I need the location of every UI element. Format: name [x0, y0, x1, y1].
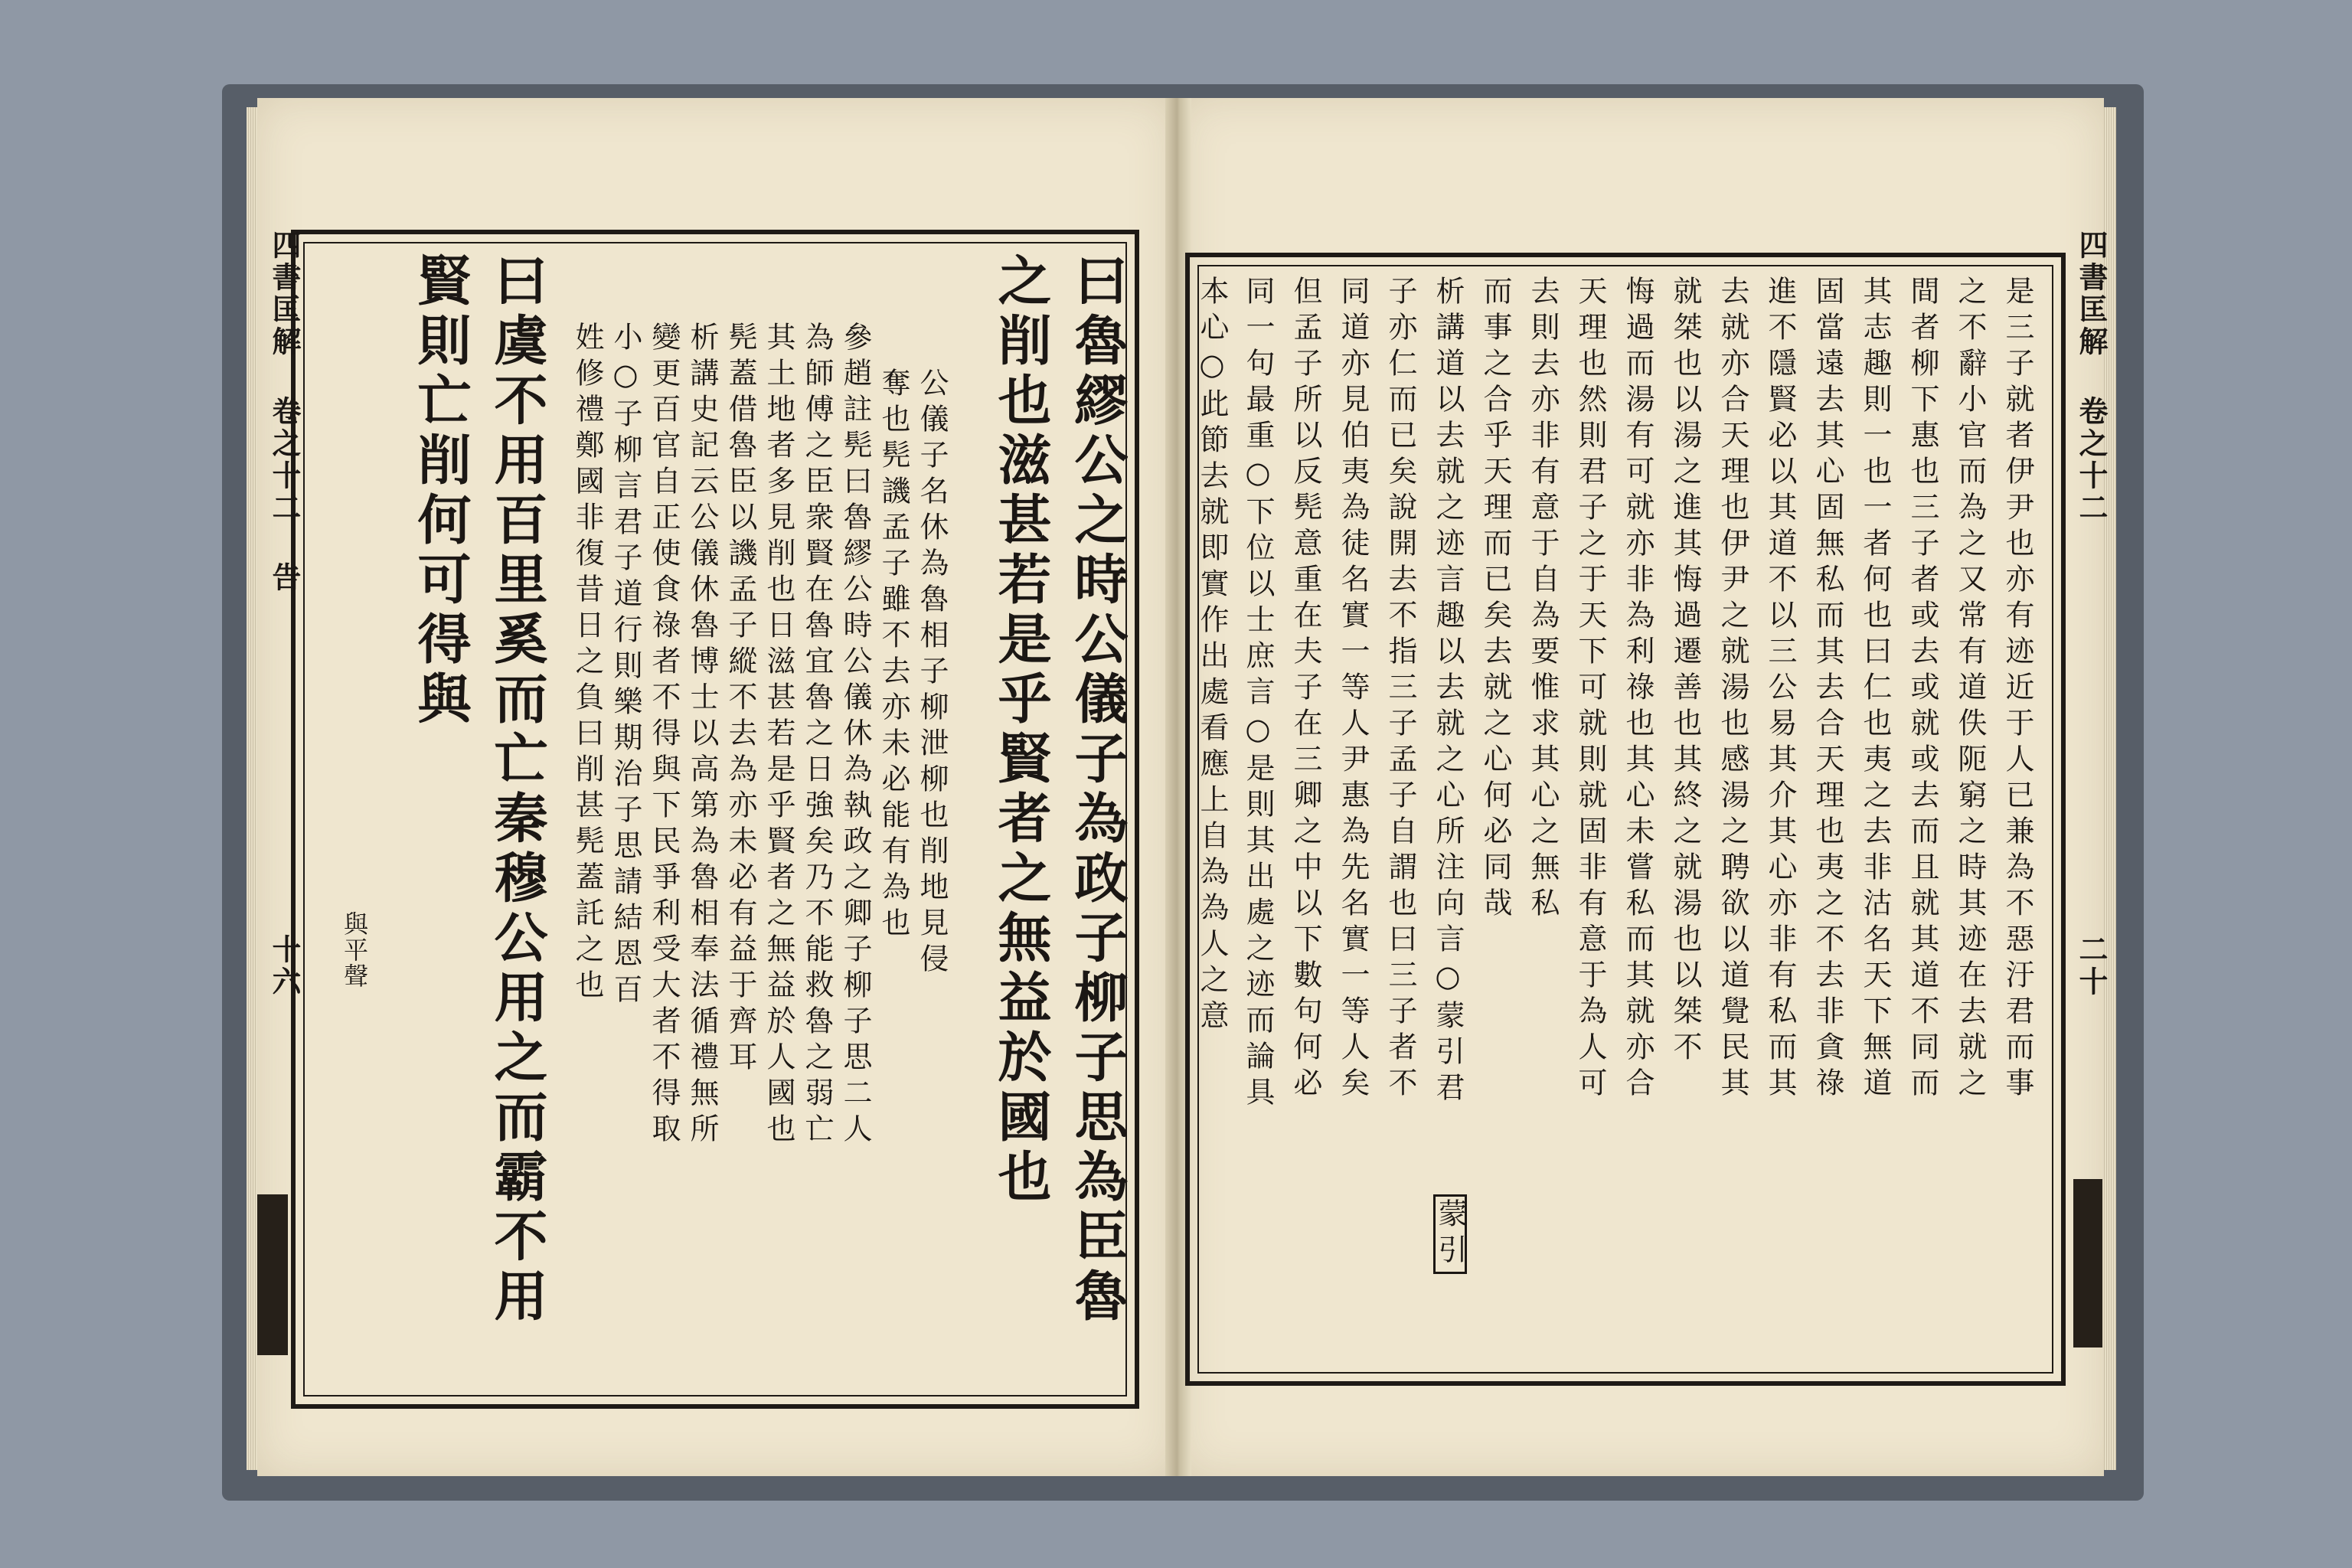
main-text-col-1: 曰魯繆公之時公儀子為政子柳子思為臣魯 — [1066, 253, 1129, 1328]
commentary-col-10: 姓修禮鄭國非復昔日之負曰削甚髡蓋託之也 — [570, 322, 604, 1005]
commentary-col-5: 其土地者多見削也日滋甚若是乎賢者之無益於人國也 — [762, 322, 795, 1149]
left-margin-folio: 十六 — [267, 934, 302, 998]
commentary-col-6: 髡蓋借魯臣以譏孟子縱不去為亦未必有益于齊耳 — [724, 322, 757, 1077]
right-commentary-col-11: 去則去亦非有意于自為要惟求其心之無私 — [1526, 276, 1560, 923]
right-commentary-col-9: 悔過而湯有可就亦非為利祿也其心未嘗私而其就亦合 — [1621, 276, 1655, 1103]
right-commentary-col-6: 進不隱賢必以其道不以三公易其介其心亦非有私而其 — [1763, 276, 1797, 1103]
right-commentary-col-10: 天理也然則君子之于天下可就則就固非有意于為人可 — [1573, 276, 1607, 1103]
left-margin-title: 四書匡解 卷之十二 告 — [267, 230, 302, 594]
right-commentary-col-16: 但孟子所以反髡意重在夫子在三卿之中以下數句何必 — [1289, 276, 1322, 1103]
reading-note: 與平聲 — [340, 911, 369, 989]
commentary-col-9: 小○子柳言君子道行則樂期治子思請結恩百 — [609, 322, 642, 1010]
right-margin-fishtail — [2073, 1179, 2102, 1348]
main-text-col-2: 之削也滋甚若是乎賢者之無益於國也 — [989, 253, 1053, 1208]
right-margin-title: 四書匡解 卷之十二 — [2074, 230, 2109, 524]
right-commentary-col-5: 固當遠去其心固無私而其去合天理也夷之不去非貪祿 — [1811, 276, 1844, 1103]
right-margin-folio: 二十 — [2074, 934, 2109, 998]
right-commentary-col-7: 去就亦合天理也伊尹之就湯也感湯之聘欲以道覺民其 — [1716, 276, 1749, 1103]
right-commentary-col-3: 間者柳下惠也三子者或去或就或去而且就其道不同而 — [1906, 276, 1939, 1103]
right-commentary-col-17: 同一句最重○下位以士庶言○是則其出處之迹而論具 — [1241, 276, 1275, 1112]
mengyin-marker-label: 蒙引 — [1433, 1194, 1467, 1274]
commentary-col-2: 奪也髡譏孟子雖不去亦未必能有為也 — [877, 368, 910, 943]
right-commentary-col-15: 同道亦見伯夷為徒名實一等人尹惠為先名實一等人矣 — [1336, 276, 1370, 1103]
right-commentary-col-2: 之不辭小官而為之又常有道佚阨窮之時其迹在去就之 — [1953, 276, 1987, 1103]
mengyin-marker — [1433, 1194, 1467, 1286]
commentary-col-1: 公儀子名休為魯相子柳泄柳也削地見侵 — [915, 368, 949, 979]
main-text-col-3: 曰虞不用百里奚而亡秦穆公用之而霸不用 — [485, 253, 549, 1328]
commentary-col-4: 為師傅之臣衆賢在魯宜魯之日強矣乃不能救魯之弱亡 — [800, 322, 834, 1149]
right-commentary-col-8: 就桀也以湯之進其悔過遷善也其終之就湯也以桀不 — [1668, 276, 1702, 1067]
main-text-col-4: 賢則亡削何可得與 — [409, 253, 472, 730]
right-commentary-col-14: 子亦仁而已矣說開去不指三子孟子自謂也曰三子者不 — [1383, 276, 1417, 1103]
commentary-col-7: 析講史記云公儀休魯博士以高第為魯相奉法循禮無所 — [685, 322, 719, 1149]
right-commentary-col-4: 其志趣則一也一者何也曰仁也夷之去非沽名天下無道 — [1858, 276, 1892, 1103]
left-margin-fishtail — [257, 1194, 288, 1355]
right-commentary-col-18: 本心○此節去就即實作出處看應上自為為人之意 — [1195, 276, 1229, 1036]
commentary-col-8: 變更百官自正使食祿者不得與下民爭利受大者不得取 — [647, 322, 681, 1149]
right-commentary-col-13: 析講道以去就之迹言趣以去就之心所注向言○蒙引君 — [1431, 276, 1465, 1108]
commentary-col-3: 參趙註髡曰魯繆公時公儀休為執政之卿子柳子思二人 — [838, 322, 872, 1149]
right-commentary-col-1: 是三子就者伊尹也亦有迹近于人已兼為不惡汙君而事 — [2001, 276, 2034, 1103]
right-commentary-col-12: 而事之合乎天理而已矣去就之心何必同哉 — [1478, 276, 1512, 923]
